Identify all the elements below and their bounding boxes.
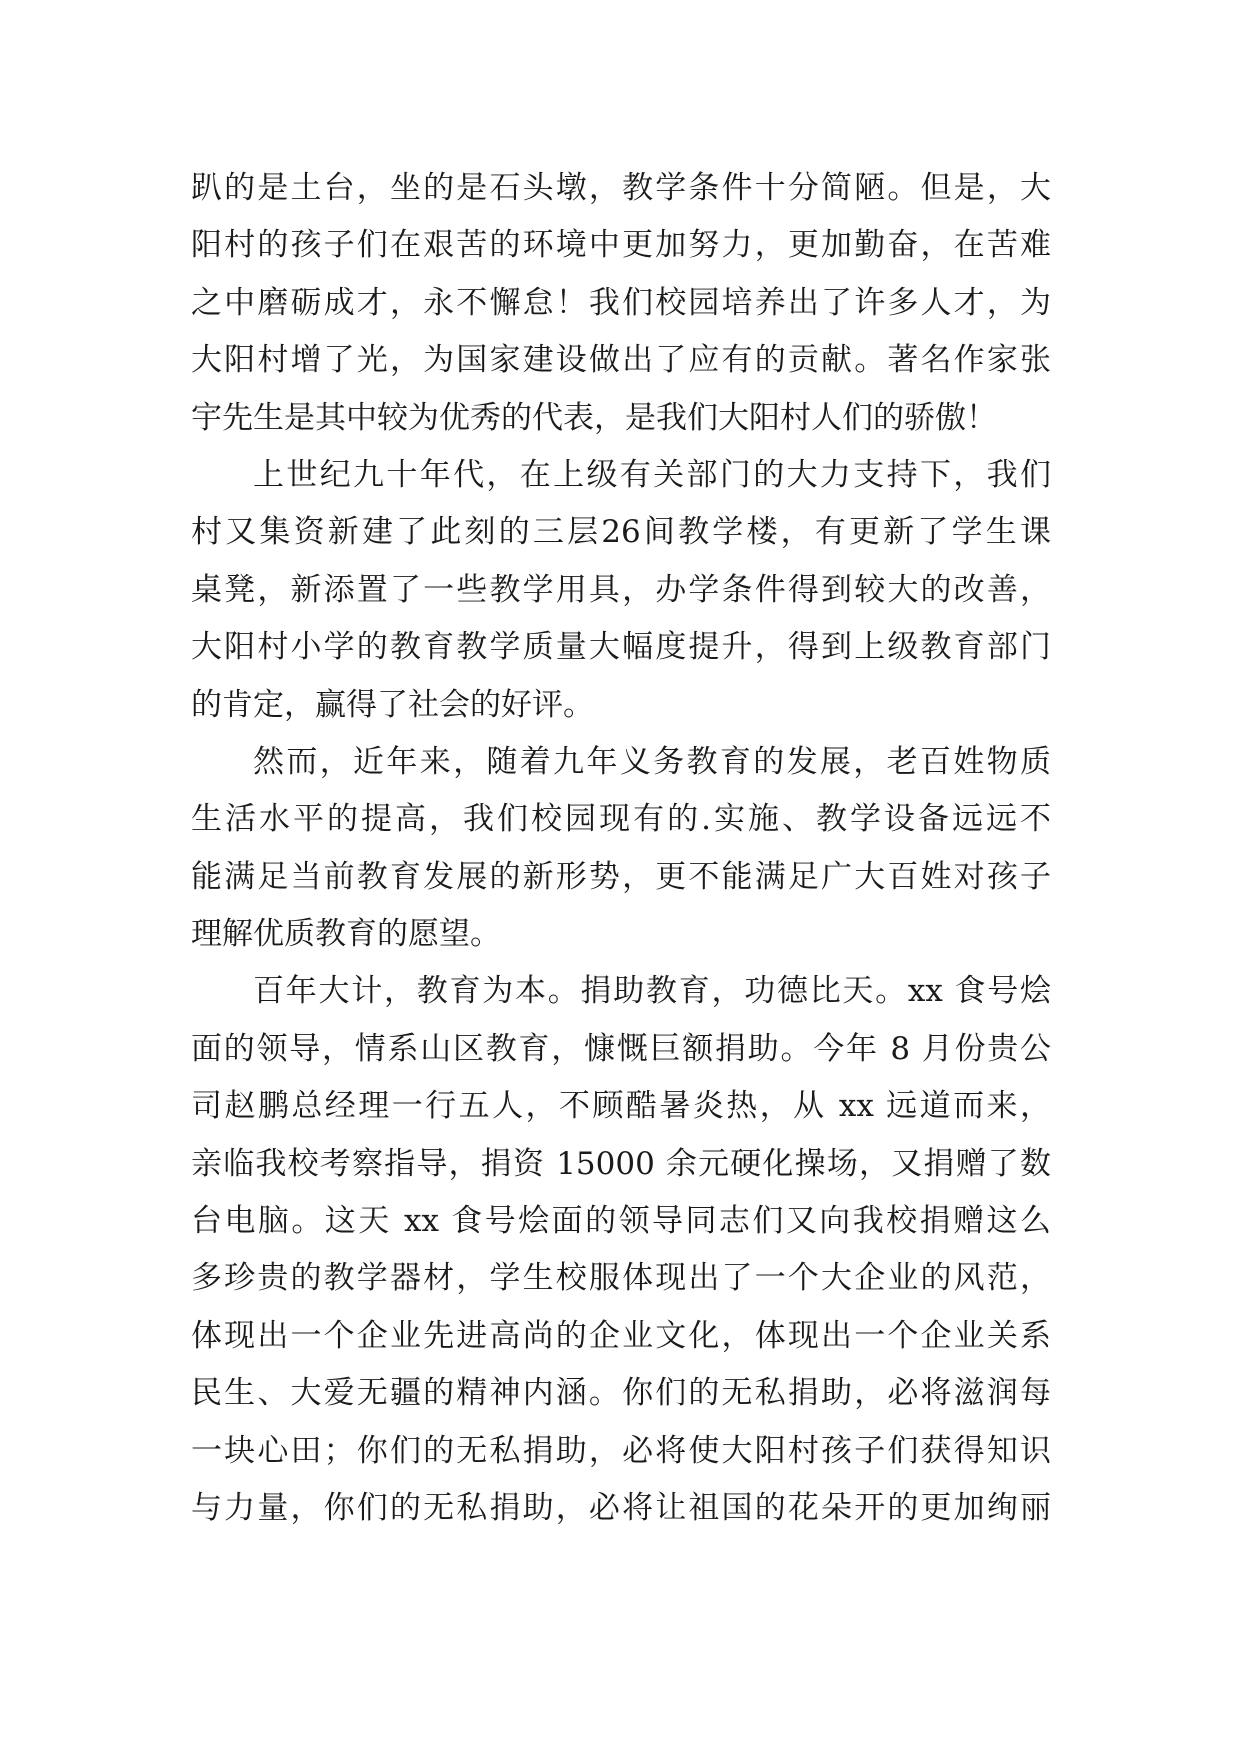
text-line: 面的领导，情系山区教育，慷慨巨额捐助。今年 8 月份贵公 xyxy=(191,1030,1051,1067)
text-line: 阳村的孩子们在艰苦的环境中更加努力，更加勤奋，在苦难 xyxy=(191,227,1051,264)
text-line: 多珍贵的教学器材，学生校服体现出了一个大企业的风范， xyxy=(191,1260,1051,1297)
paragraph-start-line: 然而，近年来，随着九年义务教育的发展，老百姓物质 xyxy=(253,743,1051,780)
text-line: 民生、大爱无疆的精神内涵。你们的无私捐助，必将滋润每 xyxy=(191,1375,1051,1412)
text-line: 理解优质教育的愿望。 xyxy=(191,916,501,953)
text-line: 之中磨砺成才，永不懈怠！我们校园培养出了许多人才，为 xyxy=(191,284,1051,321)
document-body xyxy=(191,160,1051,1537)
text-line: 大阳村增了光，为国家建设做出了应有的贡献。著名作家张 xyxy=(191,342,1051,379)
text-line: 大阳村小学的教育教学质量大幅度提升，得到上级教育部门 xyxy=(191,629,1051,666)
text-line: 桌凳，新添置了一些教学用具，办学条件得到较大的改善， xyxy=(191,571,1051,608)
paragraph-start-line: 百年大计，教育为本。捐助教育，功德比天。xx 食号烩 xyxy=(253,973,1051,1010)
text-line: 一块心田；你们的无私捐助，必将使大阳村孩子们获得知识 xyxy=(191,1432,1051,1469)
text-line: 台电脑。这天 xx 食号烩面的领导同志们又向我校捐赠这么 xyxy=(191,1203,1051,1240)
text-line: 村又集资新建了此刻的三层26间教学楼，有更新了学生课 xyxy=(191,514,1051,551)
paragraph-start-line: 上世纪九十年代，在上级有关部门的大力支持下，我们 xyxy=(253,456,1051,493)
text-line: 生活水平的提高，我们校园现有的.实施、教学设备远远不 xyxy=(191,801,1051,838)
text-line: 亲临我校考察指导，捐资 15000 余元硬化操场，又捐赠了数 xyxy=(191,1145,1051,1182)
text-line: 司赵鹏总经理一行五人，不顾酷暑炎热，从 xx 远道而来， xyxy=(191,1088,1051,1125)
text-line: 能满足当前教育发展的新形势，更不能满足广大百姓对孩子 xyxy=(191,858,1051,895)
text-line: 的肯定，赢得了社会的好评。 xyxy=(191,686,594,723)
text-line: 体现出一个企业先进高尚的企业文化，体现出一个企业关系 xyxy=(191,1317,1051,1354)
text-line: 宇先生是其中较为优秀的代表，是我们大阳村人们的骄傲！ xyxy=(191,399,997,436)
text-line: 与力量，你们的无私捐助，必将让祖国的花朵开的更加绚丽 xyxy=(191,1489,1051,1526)
text-line: 趴的是土台，坐的是石头墩，教学条件十分简陋。但是，大 xyxy=(191,170,1051,206)
